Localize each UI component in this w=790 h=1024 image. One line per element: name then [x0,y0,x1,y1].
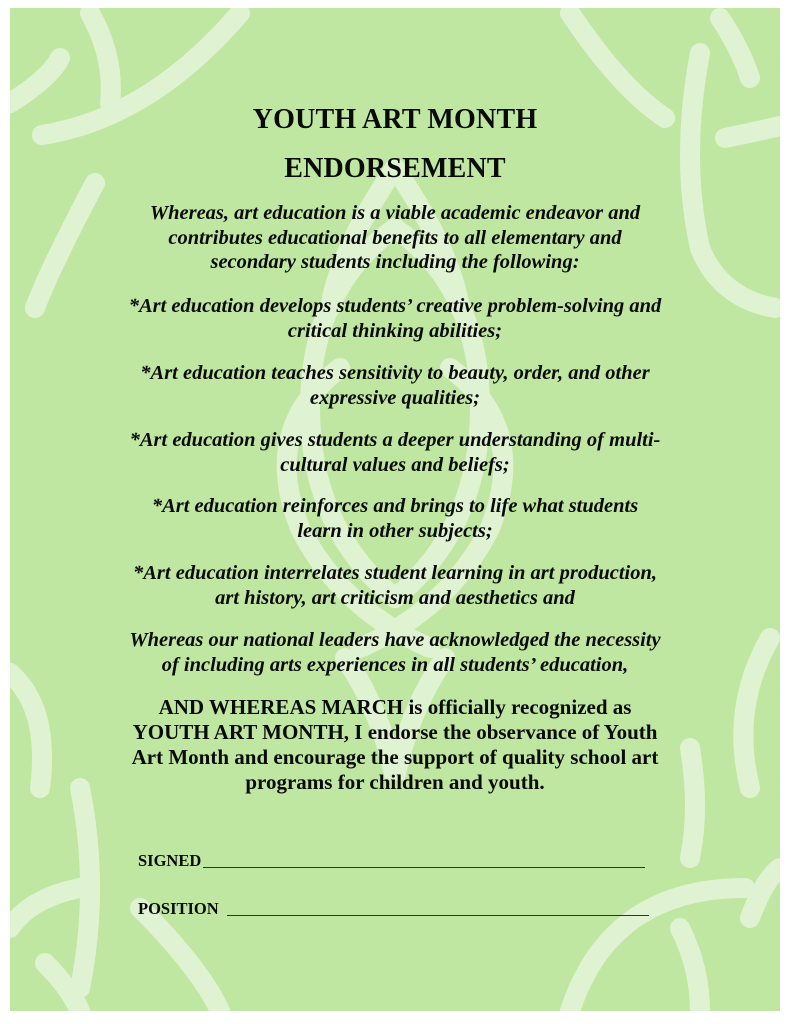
paragraph-line: AND WHEREAS MARCH is officially recognized as [158,695,632,719]
paragraph-line: Whereas, art education is a viable academic endeavor and [149,202,641,224]
position-field[interactable] [138,899,649,919]
paragraph-line: secondary students including the following: [210,251,580,273]
paragraph-line: *Art education gives students a deeper understanding of multi- [129,429,661,451]
benefit-item-sensitivity [70,361,720,410]
paragraph-line: YOUTH ART MONTH, I endorse the observance of Youth [132,720,658,744]
resolution-paragraph [70,695,720,795]
benefit-item-problem-solving [70,294,720,343]
paragraph-line: cultural values and beliefs; [280,453,510,476]
paragraph-line: of including arts experiences in all students’ education, [161,653,629,676]
position-label: POSITION [138,899,219,918]
benefit-item-interrelates [70,561,720,610]
signed-input-line[interactable] [203,866,645,868]
whereas-intro-paragraph [70,201,720,275]
paragraph-line: contributes educational benefits to all elementary and [168,226,622,249]
document-title: YOUTH ART MONTH [252,104,538,135]
paragraph-line: *Art education develops students’ creative problem-solving and [128,295,662,317]
document-subtitle: ENDORSEMENT [284,153,506,184]
paragraph-line: expressive qualities; [309,386,481,409]
paragraph-line: art history, art criticism and aesthetics and [215,586,575,609]
benefit-item-multicultural [70,428,720,477]
paragraph-line: programs for children and youth. [245,770,545,794]
paragraph-line: *Art education reinforces and brings to life what students [151,495,639,517]
whereas-leaders-paragraph [70,628,720,677]
paragraph-line: *Art education interrelates student learning in art production, [133,562,657,584]
position-input-line[interactable] [227,914,649,916]
endorsement-page [10,8,780,1011]
paragraph-line: critical thinking abilities; [287,319,503,342]
signed-label: SIGNED [138,851,202,870]
paragraph-line: Art Month and encourage the support of quality school art [131,745,659,769]
document-body [10,8,780,1011]
benefit-item-reinforces [70,494,720,543]
paragraph-line: Whereas our national leaders have acknowledged the necessity [129,629,661,651]
paragraph-line: *Art education teaches sensitivity to beauty, order, and other [140,362,650,384]
signed-field[interactable] [138,851,645,871]
paragraph-line: learn in other subjects; [297,519,493,542]
